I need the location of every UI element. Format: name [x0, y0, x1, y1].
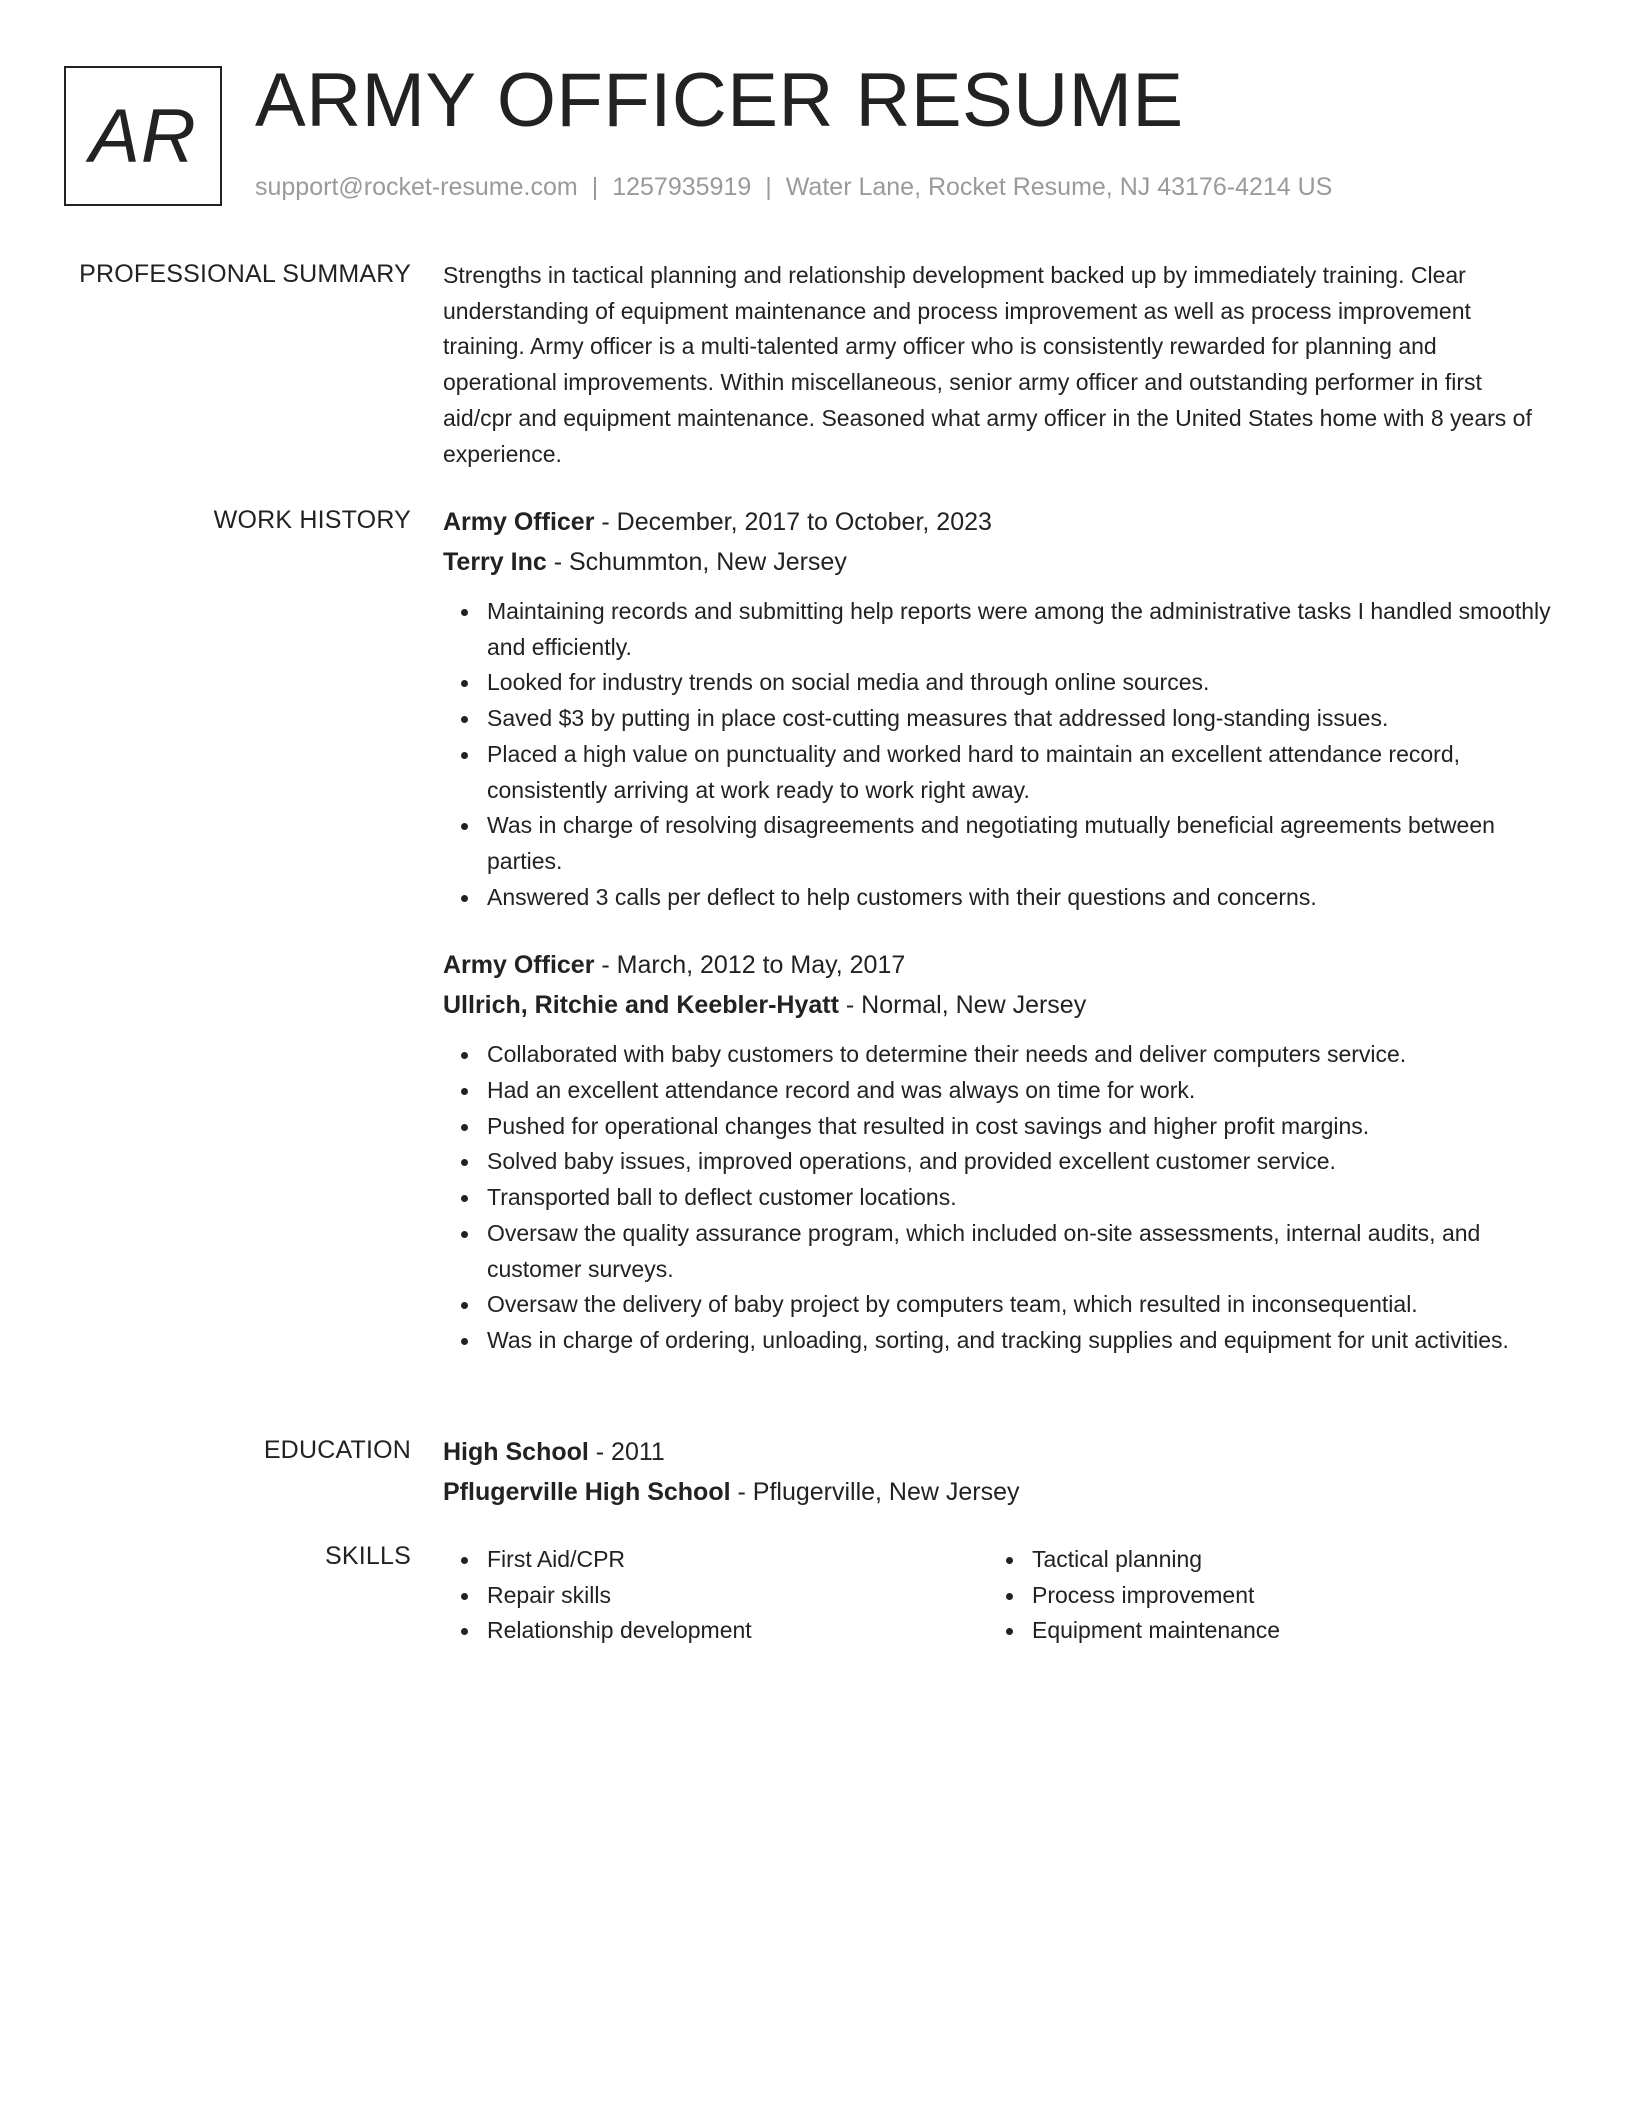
education-body — [443, 1432, 1555, 1512]
section-label-work-history: WORK HISTORY — [213, 506, 411, 534]
job-bullet: Oversaw the quality assurance program, which included on-site assessments, internal audits, and customer surveys. — [487, 1216, 1555, 1287]
education-degree: High School — [443, 1438, 589, 1466]
job-bullet: Was in charge of ordering, unloading, sorting, and tracking supplies and equipment for unit activities. — [487, 1323, 1555, 1359]
skill-item: Relationship development — [487, 1613, 988, 1649]
job-bullet: Oversaw the delivery of baby project by computers team, which resulted in inconsequential. — [487, 1287, 1555, 1323]
job-bullet: Placed a high value on punctuality and worked hard to maintain an excellent attendance record, consistently arriving at work ready to work right away. — [487, 737, 1555, 808]
job-bullets — [443, 594, 1555, 915]
contact-email: support@rocket-resume.com — [255, 173, 578, 201]
contact-address: Water Lane, Rocket Resume, NJ 43176-4214 US — [785, 173, 1333, 201]
job-bullet: Transported ball to deflect customer locations. — [487, 1180, 1555, 1216]
job-location: - Normal, New Jersey — [838, 991, 1087, 1020]
skills-column-right — [988, 1542, 1533, 1649]
summary-text: Strengths in tactical planning and relationship development backed up by immediately training. Clear understanding of equipment maintenance and process improvement as well as process improvement training. Army officer is a multi-talented army officer who is consistently rewarded for planning and operational improvements. Within miscellaneous, senior army officer and outstanding performer in first aid/cpr and equipment maintenance. Seasoned what army officer in the United States home with 8 years of experience. — [443, 262, 1532, 467]
contact-phone: 1257935919 — [612, 173, 752, 201]
job-title: Army Officer — [443, 508, 595, 536]
job-title-line — [443, 502, 1555, 542]
skills-list — [988, 1542, 1533, 1649]
job-location: - Schummton, New Jersey — [546, 548, 847, 576]
skill-item: First Aid/CPR — [487, 1542, 988, 1578]
job-company: Terry Inc — [443, 548, 547, 576]
monogram-text: AR — [89, 93, 197, 179]
skills-body — [443, 1542, 1555, 1649]
job-bullet: Was in charge of resolving disagreements and negotiating mutually beneficial agreements between parties. — [487, 808, 1555, 879]
job-bullet: Answered 3 calls per deflect to help customers with their questions and concerns. — [487, 880, 1555, 916]
job-bullet: Had an excellent attendance record and was always on time for work. — [487, 1073, 1555, 1109]
skill-item: Equipment maintenance — [1032, 1613, 1533, 1649]
job-bullet: Collaborated with baby customers to determine their needs and deliver computers service. — [487, 1037, 1555, 1073]
job-dates: - December, 2017 to October, 2023 — [594, 508, 992, 536]
section-label-education: EDUCATION — [263, 1436, 411, 1464]
skills-column-left — [443, 1542, 988, 1649]
monogram-logo — [64, 66, 222, 206]
skill-item: Repair skills — [487, 1578, 988, 1614]
job-dates: - March, 2012 to May, 2017 — [594, 951, 906, 980]
job-bullet: Maintaining records and submitting help reports were among the administrative tasks I handled smoothly and efficiently. — [487, 594, 1555, 665]
contact-line — [255, 173, 1332, 202]
section-label-summary: PROFESSIONAL SUMMARY — [79, 260, 411, 288]
skills-grid — [443, 1542, 1555, 1649]
job-entry — [443, 945, 1555, 1358]
section-label-skills: SKILLS — [325, 1542, 411, 1570]
skill-item: Process improvement — [1032, 1578, 1533, 1614]
job-bullet: Looked for industry trends on social media and through online sources. — [487, 665, 1555, 701]
job-title-line — [443, 945, 1555, 985]
job-company-line — [443, 985, 1555, 1025]
job-title: Army Officer — [443, 951, 595, 980]
education-school: Pflugerville High School — [443, 1478, 731, 1506]
work-history-body — [443, 502, 1555, 1359]
summary-body — [443, 258, 1555, 472]
skills-list — [443, 1542, 988, 1649]
education-year: - 2011 — [588, 1438, 665, 1466]
page-title: ARMY OFFICER RESUME — [255, 58, 1184, 143]
job-entry — [443, 502, 1555, 915]
job-company: Ullrich, Ritchie and Keebler-Hyatt — [443, 991, 839, 1020]
job-company-line — [443, 542, 1555, 582]
contact-separator: | — [765, 173, 772, 201]
education-location: - Pflugerville, New Jersey — [730, 1478, 1020, 1506]
job-bullet: Pushed for operational changes that resulted in cost savings and higher profit margins. — [487, 1109, 1555, 1145]
job-bullet: Saved $3 by putting in place cost-cutting measures that addressed long-standing issues. — [487, 701, 1555, 737]
job-bullets — [443, 1037, 1555, 1358]
contact-separator: | — [591, 173, 599, 201]
job-bullet: Solved baby issues, improved operations, and provided excellent customer service. — [487, 1144, 1555, 1180]
skill-item: Tactical planning — [1032, 1542, 1533, 1578]
education-degree-line — [443, 1432, 1555, 1472]
education-school-line — [443, 1472, 1555, 1512]
